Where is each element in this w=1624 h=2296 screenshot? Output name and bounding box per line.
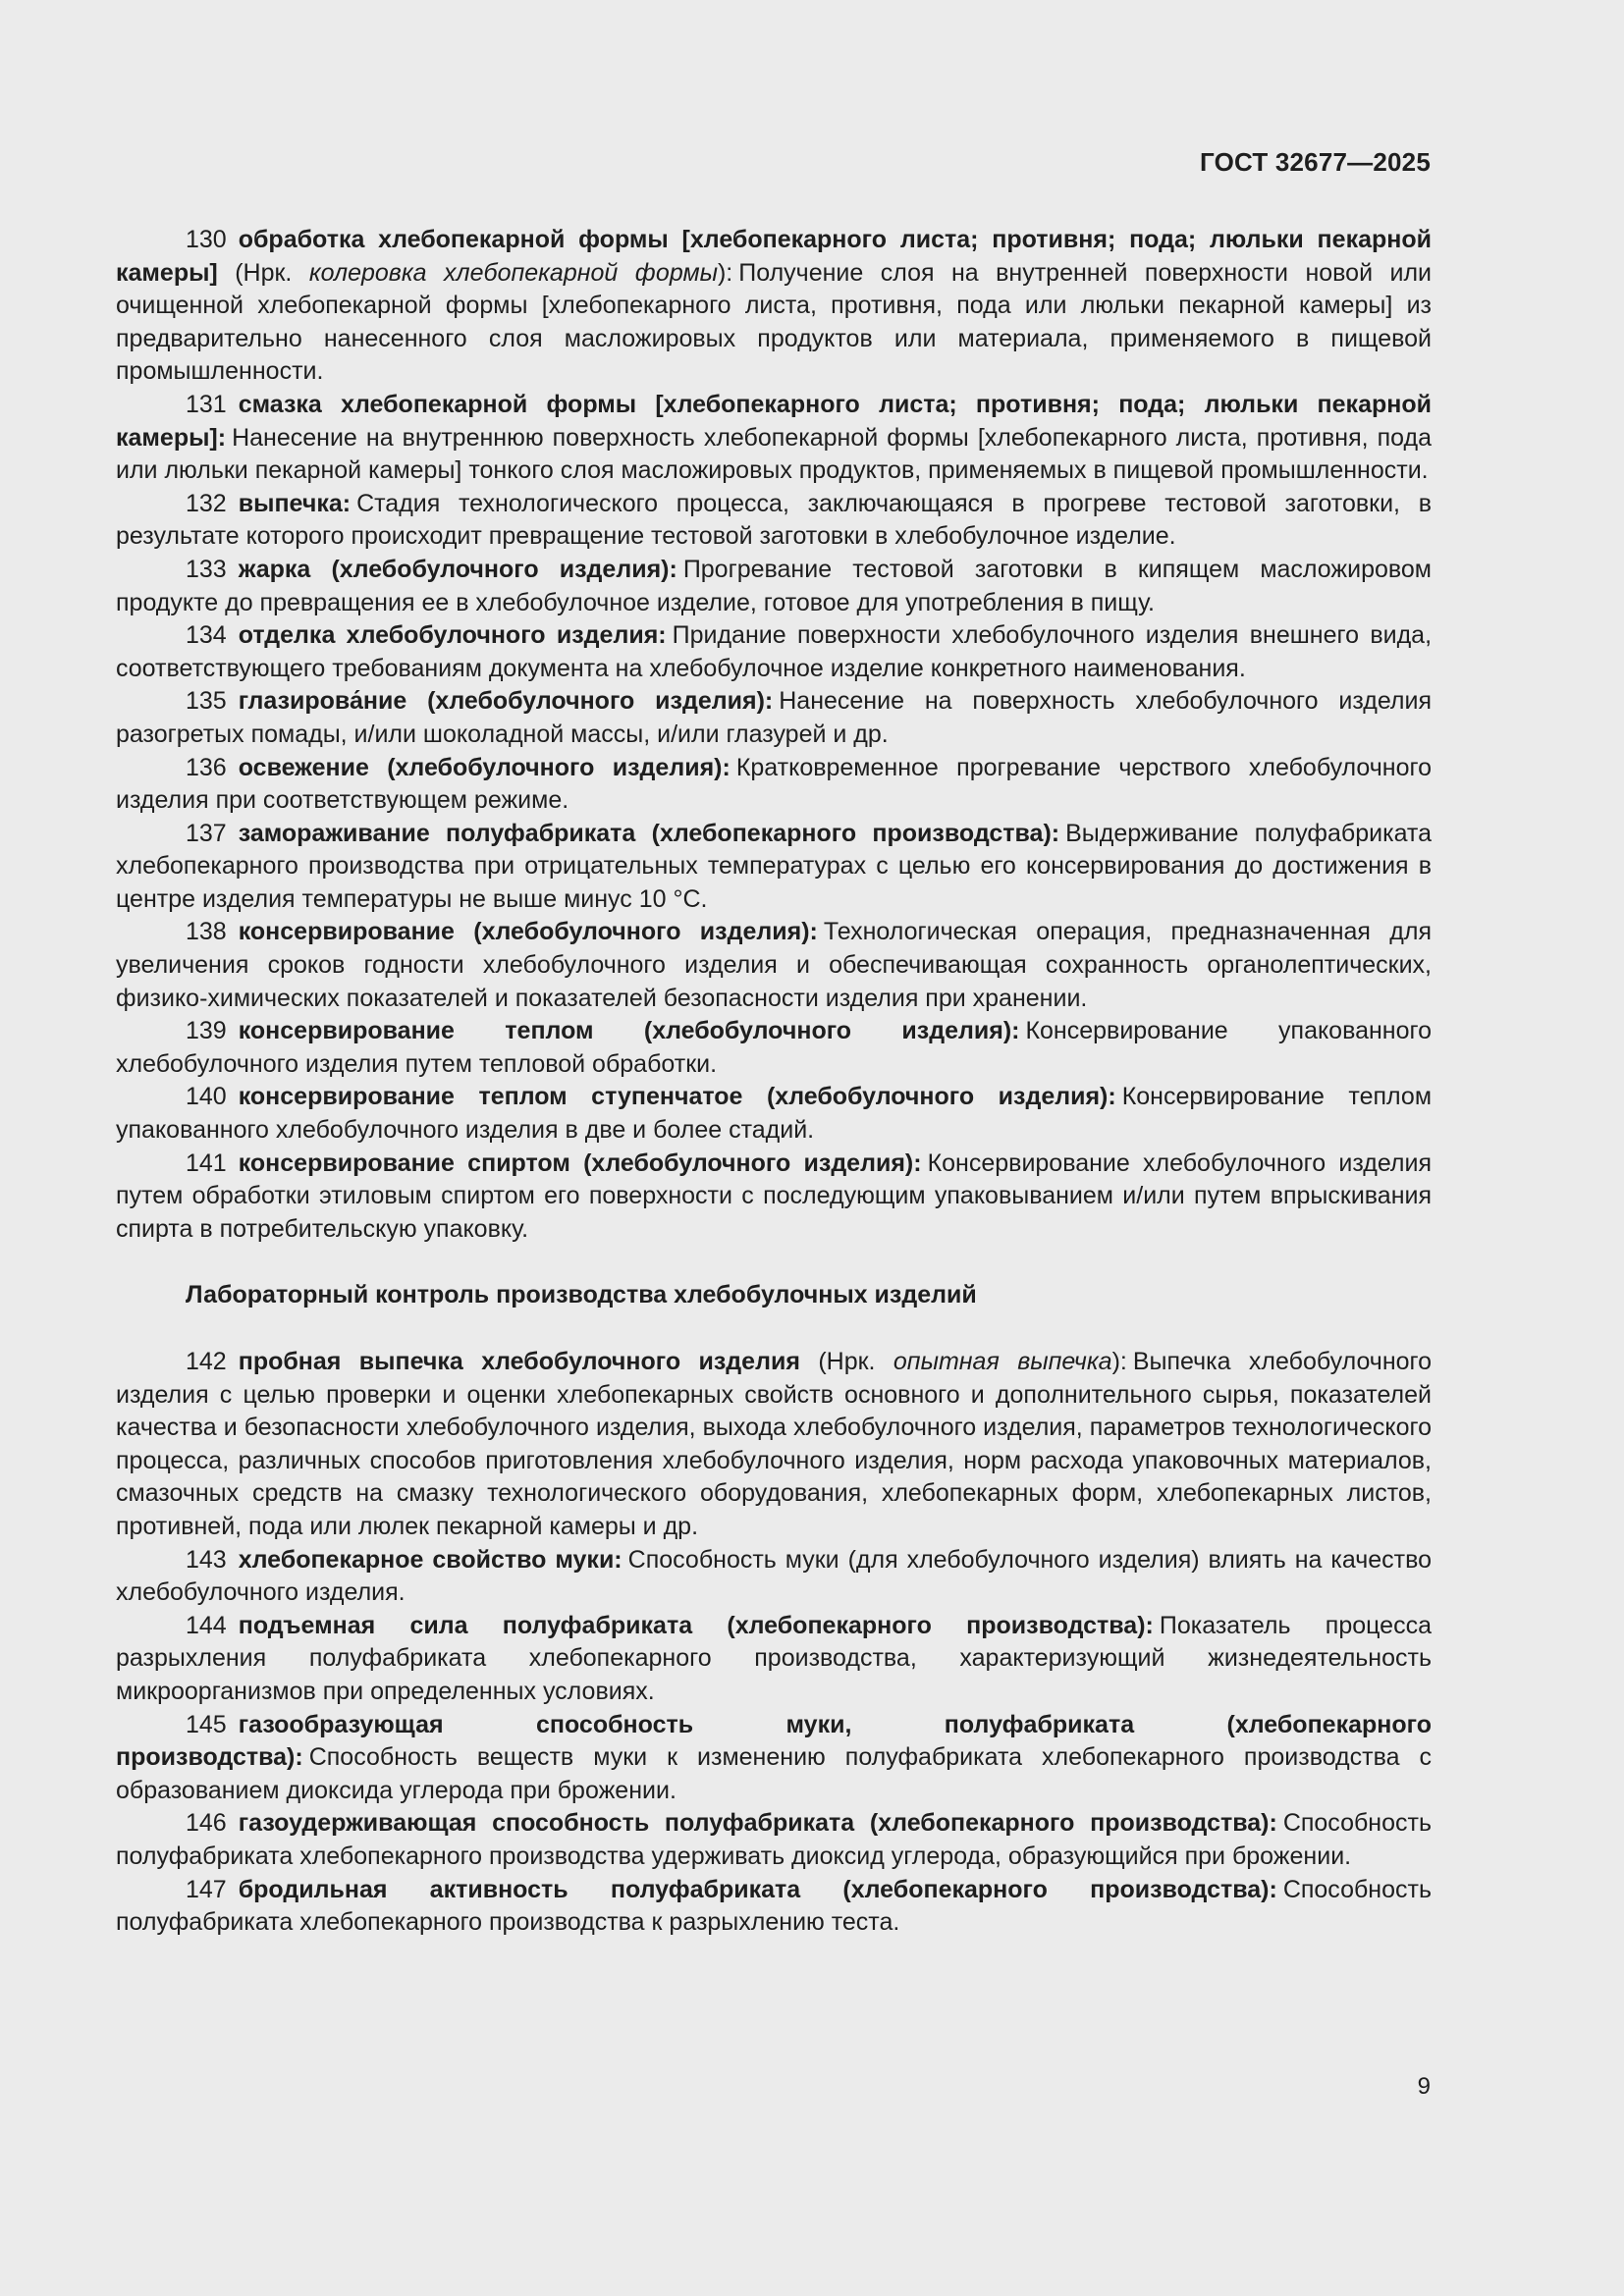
term-definition: Способность веществ муки к изменению полуфабриката хлебопекарного производства с образованием диоксида углерода при брожении. (116, 1743, 1432, 1804)
standard-header: ГОСТ 32677—2025 (1200, 147, 1431, 177)
term-entry-139 (116, 1015, 1432, 1081)
term-entry-136 (116, 752, 1432, 818)
deprecated-term: опытная выпечка (893, 1348, 1112, 1375)
term-definition: Нанесение на поверхность хлебобулочного изделия разогретых помады, и/или шоколадной массы, и/или глазурей и др. (116, 687, 1432, 748)
term-title: консервирование теплом ступенчатое (хлебобулочного изделия): (238, 1083, 1116, 1111)
term-definition: Нанесение на внутреннюю поверхность хлебопекарной формы [хлебопекарного листа, противня, пода или люльки пекарной камеры] тонкого слоя масложировых продуктов, применяемых в пищевой промышленности. (116, 423, 1432, 485)
term-definition: Стадия технологического процесса, заключающаяся в прогреве тестовой заготовки, в результате которого происходит превращение тестовой заготовки в хлебобулочное изделие. (116, 489, 1432, 551)
term-definition: Способность полуфабриката хлебопекарного производства удерживать диоксид углерода, образующийся при брожении. (116, 1809, 1432, 1870)
term-entry-138 (116, 916, 1432, 1015)
term-number: 130 (186, 226, 227, 253)
term-definition: Консервирование теплом упакованного хлебобулочного изделия в две и более стадий. (116, 1083, 1433, 1145)
term-title: выпечка: (238, 489, 352, 517)
term-definition: Технологическая операция, предназначенная для увеличения сроков годности хлебобулочного изделия и обеспечивающая сохранность органолептических, физико-химических показателей и показателей безопасности изделия при хранении. (116, 918, 1432, 1012)
term-number: 143 (186, 1545, 227, 1574)
term-number: 132 (186, 489, 227, 517)
term-definition: Кратковременное прогревание черствого хлебобулочного изделия при соответствующем режиме. (116, 753, 1432, 815)
term-entry-132 (116, 488, 1432, 554)
term-number: 136 (186, 753, 227, 781)
term-title: жарка (хлебобулочного изделия): (238, 555, 677, 583)
term-entry-131 (116, 389, 1432, 488)
term-title: консервирование спиртом (хлебобулочного изделия): (238, 1148, 922, 1177)
term-definition: Выпечка хлебобулочного изделия с целью проверки и оценки хлебопекарных свойств основного и дополнительного сырья, показателей качества и безопасности хлебобулочного изделия, выхода хлебобулочного изделия, параметров технологического процесса, различных способов приготовления хлебобулочного изделия, норм расхода упаковочных материалов, смазочных средств на смазку технологического оборудования, хлебопекарных форм, хлебопекарных листов, противней, пода или люлек пекарной камеры и др. (116, 1348, 1433, 1540)
section-heading: Лабораторный контроль производства хлебобулочных изделий (186, 1281, 977, 1309)
term-number: 138 (186, 918, 227, 946)
term-entry-141 (116, 1148, 1432, 1247)
term-entry-137 (116, 818, 1432, 917)
term-number: 137 (186, 819, 227, 847)
term-entry-133 (116, 554, 1432, 619)
term-title: смазка хлебопекарной формы [хлебопекарного листа; противня; пода; люльки пекарной камеры]: (116, 390, 1432, 452)
term-title: газообразующая способность муки, полуфабриката (хлебопекарного производства): (116, 1710, 1432, 1772)
term-definition: Прогревание тестовой заготовки в кипящем масложировом продукте до превращения ее в хлебобулочное изделие, готовое для употребления в пищу. (116, 555, 1432, 616)
term-number: 146 (186, 1809, 227, 1838)
term-definition: Консервирование хлебобулочного изделия путем обработки этиловым спиртом его поверхности с последующим упаковыванием и/или путем впрыскивания спирта в потребительскую упаковку. (116, 1148, 1432, 1243)
term-number: 140 (186, 1083, 227, 1111)
term-title: консервирование теплом (хлебобулочного изделия): (238, 1017, 1020, 1045)
term-title: замораживание полуфабриката (хлебопекарного производства): (238, 819, 1060, 847)
term-number: 141 (186, 1148, 227, 1177)
term-definition: Консервирование упакованного хлебобулочного изделия путем тепловой обработки. (116, 1017, 1432, 1078)
term-title: пробная выпечка хлебобулочного изделия (238, 1348, 800, 1375)
term-number: 145 (186, 1710, 227, 1738)
term-title: бродильная активность полуфабриката (хлебопекарного производства): (238, 1875, 1277, 1903)
term-note: (Нрк. опытная выпечка): (799, 1348, 1127, 1375)
deprecated-term: колеровка хлебопекарной формы (308, 258, 718, 287)
term-title: обработка хлебопекарной формы [хлебопекарного листа; противня; пода; люльки пекарной камеры] (116, 226, 1432, 287)
term-entry-140 (116, 1081, 1432, 1147)
term-number: 133 (186, 555, 227, 583)
term-definition: Получение слоя на внутренней поверхности новой или очищенной хлебопекарной формы [хлебопекарного листа, противня, пода или люльки пекарной камеры] из предварительно нанесенного слоя масложировых продуктов или материала, применяемого в пищевой промышленности. (116, 258, 1432, 386)
term-entry-143 (116, 1544, 1432, 1610)
term-entry-146 (116, 1807, 1432, 1873)
term-entry-135 (116, 685, 1432, 751)
term-number: 134 (186, 621, 227, 650)
term-definition: Показатель процесса разрыхления полуфабриката хлебопекарного производства, характеризующий жизнедеятельность микроорганизмов при определенных условиях. (116, 1611, 1432, 1705)
term-title: глазирова́ние (хлебобулочного изделия): (238, 687, 774, 716)
term-definition: Способность муки (для хлебобулочного изделия) влиять на качество хлебобулочного изделия. (116, 1545, 1432, 1607)
term-entry-145 (116, 1709, 1432, 1808)
term-number: 147 (186, 1875, 227, 1903)
term-entry-144 (116, 1610, 1432, 1709)
term-definition: Придание поверхности хлебобулочного изделия внешнего вида, соответствующего требованиям документа на хлебобулочное изделие конкретного наименования. (116, 621, 1433, 682)
term-title: подъемная сила полуфабриката (хлебопекарного производства): (238, 1611, 1154, 1639)
term-number: 135 (186, 687, 227, 716)
term-definition: Способность полуфабриката хлебопекарного производства к разрыхлению теста. (116, 1875, 1432, 1937)
term-title: освежение (хлебобулочного изделия): (238, 753, 731, 781)
term-title: отделка хлебобулочного изделия: (238, 621, 667, 650)
term-title: консервирование (хлебобулочного изделия): (238, 918, 818, 946)
term-title: хлебопекарное свойство муки: (238, 1545, 623, 1574)
term-number: 144 (186, 1611, 227, 1639)
term-title: газоудерживающая способность полуфабриката (хлебопекарного производства): (238, 1809, 1277, 1838)
page-number: 9 (1417, 2073, 1431, 2100)
term-number: 142 (186, 1348, 227, 1375)
term-entry-142 (116, 1346, 1432, 1544)
term-note: (Нрк. колеровка хлебопекарной формы): (217, 258, 733, 287)
term-number: 131 (186, 390, 227, 418)
term-definition: Выдерживание полуфабриката хлебопекарного производства при отрицательных температурах с целью его консервирования до достижения в центре изделия температуры не выше минус 10 °С. (116, 819, 1433, 913)
term-entry-147 (116, 1874, 1432, 1940)
term-entry-130 (116, 224, 1432, 389)
document-body (116, 224, 1432, 1940)
term-entry-134 (116, 619, 1432, 685)
term-number: 139 (186, 1017, 227, 1045)
